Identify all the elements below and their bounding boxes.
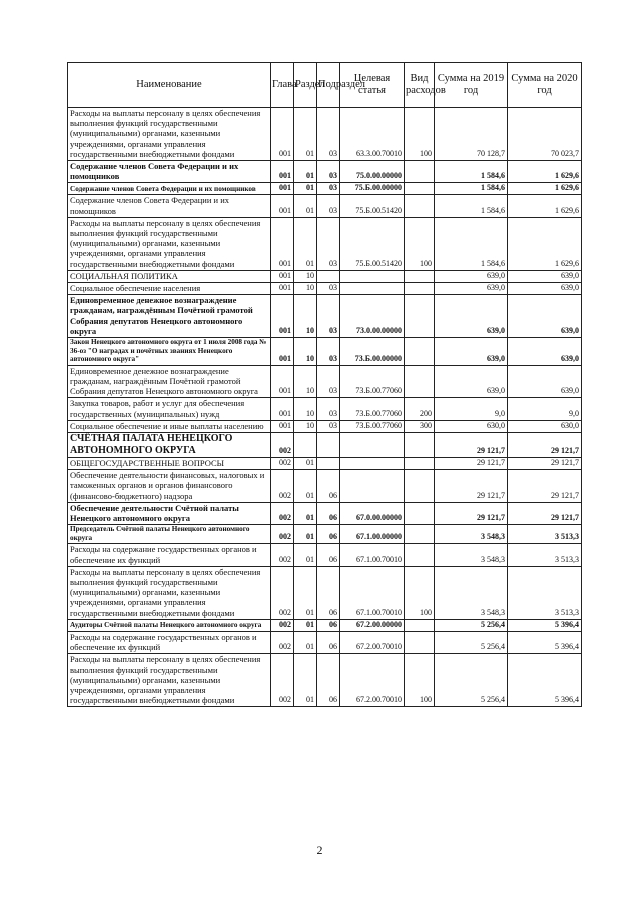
table-row: [68, 217, 582, 270]
cell-sum-2019: 29 121,7: [435, 458, 508, 470]
cell-sum-2020: 1 629,6: [508, 195, 582, 217]
table-row: [68, 544, 582, 566]
cell-vid: [405, 270, 435, 282]
cell-name: Председатель Счётной палаты Ненецкого автономного округа: [68, 525, 271, 544]
cell-sum-2020: 70 023,7: [508, 108, 582, 161]
cell-name: Содержание членов Совета Федерации и их помощников: [68, 195, 271, 217]
header-podrazdel: Подраздел: [317, 63, 340, 108]
cell-name: Расходы на содержание государственных органов и обеспечение их функций: [68, 544, 271, 566]
cell-target: 63.3.00.70010: [340, 108, 405, 161]
cell-sum-2019: 5 256,4: [435, 619, 508, 631]
cell-vid: [405, 470, 435, 503]
cell-razdel: [294, 433, 317, 458]
cell-razdel: 01: [294, 161, 317, 183]
cell-razdel: 01: [294, 458, 317, 470]
cell-sum-2020: 3 513,3: [508, 525, 582, 544]
cell-target: 73.Б.00.00000: [340, 338, 405, 366]
cell-podrazdel: 06: [317, 502, 340, 524]
cell-glava: 001: [271, 295, 294, 338]
budget-document: [67, 62, 581, 707]
cell-sum-2019: 1 584,6: [435, 183, 508, 195]
cell-vid: [405, 525, 435, 544]
table-row: [68, 365, 582, 398]
cell-target: 75.0.00.00000: [340, 161, 405, 183]
cell-podrazdel: 03: [317, 108, 340, 161]
cell-vid: 100: [405, 217, 435, 270]
cell-sum-2019: 639,0: [435, 270, 508, 282]
cell-target: [340, 283, 405, 295]
table-row: [68, 631, 582, 653]
cell-target: 75.Б.00.00000: [340, 183, 405, 195]
cell-name: Расходы на выплаты персоналу в целях обеспечения выполнения функций государственными (муниципальными) органами, казенными учреждениями, органами управления государственными внебюджетными фондами: [68, 566, 271, 619]
cell-razdel: 10: [294, 270, 317, 282]
cell-podrazdel: 03: [317, 217, 340, 270]
cell-sum-2019: 639,0: [435, 295, 508, 338]
table-row: [68, 398, 582, 420]
cell-target: [340, 470, 405, 503]
cell-name: Содержание членов Совета Федерации и их помощников: [68, 183, 271, 195]
cell-target: 75.Б.00.51420: [340, 217, 405, 270]
cell-razdel: 10: [294, 398, 317, 420]
cell-vid: [405, 295, 435, 338]
table-row: [68, 283, 582, 295]
cell-glava: 001: [271, 365, 294, 398]
cell-sum-2019: 639,0: [435, 338, 508, 366]
cell-podrazdel: 06: [317, 566, 340, 619]
cell-name: СЧЁТНАЯ ПАЛАТА НЕНЕЦКОГО АВТОНОМНОГО ОКРУГА: [68, 433, 271, 458]
cell-sum-2020: 1 629,6: [508, 161, 582, 183]
table-row: [68, 566, 582, 619]
cell-vid: 200: [405, 398, 435, 420]
cell-target: [340, 270, 405, 282]
cell-sum-2020: 5 396,4: [508, 654, 582, 707]
cell-target: [340, 433, 405, 458]
cell-sum-2020: 29 121,7: [508, 502, 582, 524]
cell-razdel: 01: [294, 566, 317, 619]
cell-glava: 002: [271, 470, 294, 503]
cell-vid: [405, 502, 435, 524]
cell-glava: 002: [271, 566, 294, 619]
cell-podrazdel: 06: [317, 631, 340, 653]
cell-name: СОЦИАЛЬНАЯ ПОЛИТИКА: [68, 270, 271, 282]
cell-name: Единовременное денежное вознаграждение гражданам, награждённым Почётной грамотой Собрания депутатов Ненецкого автономного округа: [68, 365, 271, 398]
cell-razdel: 01: [294, 195, 317, 217]
cell-podrazdel: [317, 270, 340, 282]
cell-target: 73.Б.00.77060: [340, 398, 405, 420]
cell-sum-2020: 5 396,4: [508, 631, 582, 653]
cell-target: 73.Б.00.77060: [340, 365, 405, 398]
cell-glava: 001: [271, 420, 294, 432]
cell-sum-2019: 29 121,7: [435, 502, 508, 524]
cell-name: Расходы на выплаты персоналу в целях обеспечения выполнения функций государственными (муниципальными) органами, казенными учреждениями, органами управления государственными внебюджетными фондами: [68, 217, 271, 270]
cell-vid: 100: [405, 654, 435, 707]
cell-vid: [405, 365, 435, 398]
table-body: [68, 108, 582, 707]
cell-target: 73.0.00.00000: [340, 295, 405, 338]
cell-glava: 002: [271, 544, 294, 566]
cell-glava: 002: [271, 654, 294, 707]
cell-glava: 002: [271, 525, 294, 544]
cell-name: Социальное обеспечение населения: [68, 283, 271, 295]
table-row: [68, 183, 582, 195]
cell-sum-2020: 9,0: [508, 398, 582, 420]
cell-sum-2019: 1 584,6: [435, 161, 508, 183]
table-row: [68, 525, 582, 544]
table-row: [68, 433, 582, 458]
cell-podrazdel: 03: [317, 183, 340, 195]
cell-name: Закупка товаров, работ и услуг для обеспечения государственных (муниципальных) нужд: [68, 398, 271, 420]
cell-sum-2020: 1 629,6: [508, 217, 582, 270]
cell-sum-2019: 3 548,3: [435, 566, 508, 619]
cell-glava: 001: [271, 270, 294, 282]
table-row: [68, 270, 582, 282]
cell-razdel: 10: [294, 338, 317, 366]
cell-sum-2019: 639,0: [435, 283, 508, 295]
budget-table: [67, 62, 582, 707]
cell-sum-2019: 3 548,3: [435, 544, 508, 566]
table-header-row: [68, 63, 582, 108]
cell-sum-2019: 1 584,6: [435, 217, 508, 270]
cell-glava: 001: [271, 195, 294, 217]
cell-razdel: 10: [294, 420, 317, 432]
cell-razdel: 01: [294, 217, 317, 270]
cell-sum-2019: 3 548,3: [435, 525, 508, 544]
cell-podrazdel: 03: [317, 420, 340, 432]
cell-name: Единовременное денежное вознаграждение гражданам, награждённым Почётной грамотой Собрания депутатов Ненецкого автономного округа: [68, 295, 271, 338]
cell-target: 73.Б.00.77060: [340, 420, 405, 432]
cell-sum-2019: 29 121,7: [435, 470, 508, 503]
cell-sum-2020: 29 121,7: [508, 433, 582, 458]
cell-podrazdel: 06: [317, 470, 340, 503]
table-row: [68, 108, 582, 161]
cell-sum-2019: 639,0: [435, 365, 508, 398]
cell-podrazdel: [317, 458, 340, 470]
cell-razdel: 01: [294, 631, 317, 653]
cell-sum-2020: 639,0: [508, 338, 582, 366]
header-vid: Вид расходов: [405, 63, 435, 108]
table-row: [68, 295, 582, 338]
header-sum-2020: Сумма на 2020 год: [508, 63, 582, 108]
cell-sum-2020: 1 629,6: [508, 183, 582, 195]
cell-glava: 002: [271, 502, 294, 524]
cell-razdel: 01: [294, 183, 317, 195]
cell-sum-2020: 639,0: [508, 283, 582, 295]
cell-sum-2019: 5 256,4: [435, 631, 508, 653]
header-sum-2019: Сумма на 2019 год: [435, 63, 508, 108]
cell-vid: [405, 544, 435, 566]
cell-name: Социальное обеспечение и иные выплаты населению: [68, 420, 271, 432]
cell-sum-2020: 5 396,4: [508, 619, 582, 631]
cell-vid: 300: [405, 420, 435, 432]
cell-sum-2020: 639,0: [508, 295, 582, 338]
cell-razdel: 01: [294, 525, 317, 544]
cell-target: 67.2.00.70010: [340, 631, 405, 653]
header-target: Целевая статья: [340, 63, 405, 108]
cell-sum-2020: 29 121,7: [508, 470, 582, 503]
cell-razdel: 01: [294, 108, 317, 161]
table-row: [68, 502, 582, 524]
cell-name: Расходы на выплаты персоналу в целях обеспечения выполнения функций государственными (муниципальными) органами, казенными учреждениями, органами управления государственными внебюджетными фондами: [68, 654, 271, 707]
cell-vid: [405, 161, 435, 183]
cell-target: 67.1.00.70010: [340, 544, 405, 566]
cell-glava: 001: [271, 338, 294, 366]
table-row: [68, 654, 582, 707]
table-row: [68, 420, 582, 432]
cell-vid: [405, 433, 435, 458]
cell-glava: 002: [271, 631, 294, 653]
cell-glava: 002: [271, 619, 294, 631]
cell-sum-2019: 1 584,6: [435, 195, 508, 217]
cell-target: 67.0.00.00000: [340, 502, 405, 524]
cell-podrazdel: 06: [317, 619, 340, 631]
cell-target: 75.Б.00.51420: [340, 195, 405, 217]
cell-target: 67.1.00.70010: [340, 566, 405, 619]
cell-podrazdel: 06: [317, 654, 340, 707]
cell-podrazdel: 03: [317, 338, 340, 366]
cell-target: [340, 458, 405, 470]
cell-sum-2020: 3 513,3: [508, 566, 582, 619]
cell-podrazdel: 03: [317, 195, 340, 217]
table-row: [68, 161, 582, 183]
cell-glava: 001: [271, 217, 294, 270]
table-row: [68, 195, 582, 217]
cell-target: 67.2.00.00000: [340, 619, 405, 631]
cell-name: Аудиторы Счётной палаты Ненецкого автономного округа: [68, 619, 271, 631]
page-number: 2: [316, 843, 323, 857]
cell-podrazdel: 03: [317, 283, 340, 295]
cell-sum-2019: 630,0: [435, 420, 508, 432]
cell-vid: [405, 619, 435, 631]
cell-sum-2020: 3 513,3: [508, 544, 582, 566]
cell-sum-2020: 639,0: [508, 365, 582, 398]
cell-razdel: 01: [294, 502, 317, 524]
table-row: [68, 470, 582, 503]
cell-name: ОБЩЕГОСУДАРСТВЕННЫЕ ВОПРОСЫ: [68, 458, 271, 470]
cell-glava: 002: [271, 458, 294, 470]
cell-sum-2020: 630,0: [508, 420, 582, 432]
cell-name: Содержание членов Совета Федерации и их помощников: [68, 161, 271, 183]
cell-sum-2019: 29 121,7: [435, 433, 508, 458]
cell-glava: 001: [271, 183, 294, 195]
cell-vid: [405, 283, 435, 295]
cell-vid: 100: [405, 566, 435, 619]
cell-sum-2020: 639,0: [508, 270, 582, 282]
cell-razdel: 01: [294, 544, 317, 566]
cell-vid: [405, 183, 435, 195]
cell-podrazdel: 03: [317, 398, 340, 420]
cell-vid: [405, 631, 435, 653]
cell-razdel: 01: [294, 619, 317, 631]
header-glava: Глава: [271, 63, 294, 108]
cell-name: Расходы на выплаты персоналу в целях обеспечения выполнения функций государственными (муниципальными) органами, казенными учреждениями, органами управления государственными внебюджетными фондами: [68, 108, 271, 161]
cell-glava: 001: [271, 283, 294, 295]
cell-razdel: 10: [294, 283, 317, 295]
cell-vid: [405, 458, 435, 470]
table-row: [68, 458, 582, 470]
cell-name: Закон Ненецкого автономного округа от 1 июля 2008 года № 36-оз "О наградах и почётных званиях Ненецкого автономного округа": [68, 338, 271, 366]
cell-target: 67.1.00.00000: [340, 525, 405, 544]
cell-name: Расходы на содержание государственных органов и обеспечение их функций: [68, 631, 271, 653]
cell-sum-2019: 5 256,4: [435, 654, 508, 707]
cell-razdel: 01: [294, 654, 317, 707]
cell-target: 67.2.00.70010: [340, 654, 405, 707]
header-name: Наименование: [68, 63, 271, 108]
cell-podrazdel: 06: [317, 544, 340, 566]
cell-name: Обеспечение деятельности финансовых, налоговых и таможенных органов и органов финансового (финансово-бюджетного) надзора: [68, 470, 271, 503]
cell-razdel: 01: [294, 470, 317, 503]
cell-podrazdel: 03: [317, 295, 340, 338]
cell-glava: 001: [271, 398, 294, 420]
cell-glava: 001: [271, 161, 294, 183]
cell-podrazdel: 06: [317, 525, 340, 544]
cell-vid: 100: [405, 108, 435, 161]
cell-podrazdel: 03: [317, 365, 340, 398]
table-row: [68, 338, 582, 366]
cell-razdel: 10: [294, 365, 317, 398]
cell-glava: 001: [271, 108, 294, 161]
cell-sum-2019: 9,0: [435, 398, 508, 420]
cell-podrazdel: [317, 433, 340, 458]
cell-vid: [405, 195, 435, 217]
cell-sum-2020: 29 121,7: [508, 458, 582, 470]
cell-sum-2019: 70 128,7: [435, 108, 508, 161]
cell-vid: [405, 338, 435, 366]
cell-glava: 002: [271, 433, 294, 458]
cell-podrazdel: 03: [317, 161, 340, 183]
cell-razdel: 10: [294, 295, 317, 338]
cell-name: Обеспечение деятельности Счётной палаты Ненецкого автономного округа: [68, 502, 271, 524]
header-razdel: Раздел: [294, 63, 317, 108]
table-row: [68, 619, 582, 631]
